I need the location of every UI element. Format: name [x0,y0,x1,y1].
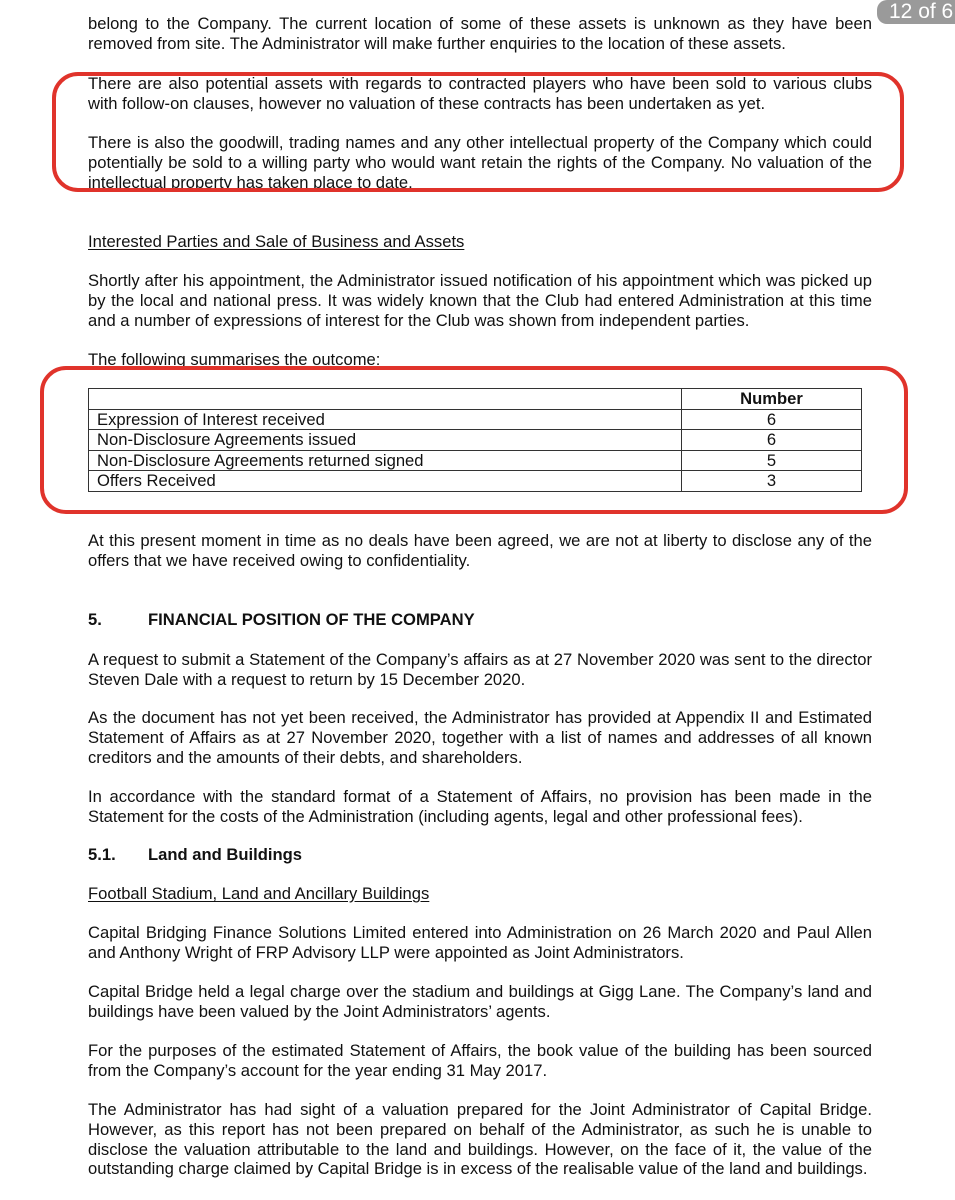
stadium-heading: Football Stadium, Land and Ancillary Buildings [88,884,430,903]
capital-bridging-paragraph: Capital Bridging Finance Solutions Limited entered into Administration on 26 March 2020 and Paul Allen and Anthony Wright of FRP Advisory LLP were appointed as Joint Administrators. [88,923,872,962]
page-indicator: 12 of 6 [877,0,955,24]
row-label: Non-Disclosure Agreements returned signed [89,450,682,471]
assets-location-paragraph: belong to the Company. The current location of some of these assets is unknown as they have been removed from site. The Administrator will make further enquiries to the location of these assets. [88,14,872,53]
highlight-annotation-assets [52,72,904,192]
legal-charge-paragraph: Capital Bridge held a legal charge over the stadium and buildings at Gigg Lane. The Company’s land and buildings have been valued by the Joint Administrators’ agents. [88,982,872,1021]
section-5-number: 5. [88,610,102,629]
section-5-title: FINANCIAL POSITION OF THE COMPANY [148,610,475,629]
book-value-paragraph: For the purposes of the estimated Statement of Affairs, the book value of the building has been sourced from the Company’s account for the year ending 31 May 2017. [88,1041,872,1080]
row-label: Offers Received [89,471,682,492]
section-5-1-heading [88,845,302,865]
row-number: 3 [682,471,862,492]
contracted-players-paragraph: There are also potential assets with regards to contracted players who have been sold to various clubs with follow-on clauses, however no valuation of these contracts has been undertaken as yet. [88,74,872,113]
section-5-heading [88,610,475,630]
request-statement-paragraph: A request to submit a Statement of the Company’s affairs as at 27 November 2020 was sent to the director Steven Dale with a request to return by 15 December 2020. [88,650,872,689]
table-header-number: Number [682,389,862,410]
row-number: 5 [682,450,862,471]
standard-format-paragraph: In accordance with the standard format of a Statement of Affairs, no provision has been made in the Statement for the costs of the Administration (including agents, legal and other professional fees). [88,787,872,826]
not-received-paragraph: As the document has not yet been received, the Administrator has provided at Appendix II and Estimated Statement of Affairs as at 27 November 2020, together with a list of names and addresses of all known creditors and the amounts of their debts, and shareholders. [88,708,872,767]
row-label: Expression of Interest received [89,409,682,430]
section-5-1-title: Land and Buildings [148,845,302,864]
section-5-1-number: 5.1. [88,845,116,864]
row-label: Non-Disclosure Agreements issued [89,430,682,451]
interested-parties-heading: Interested Parties and Sale of Business and Assets [88,232,465,251]
row-number: 6 [682,409,862,430]
summary-intro: The following summarises the outcome: [88,350,381,369]
appointment-paragraph: Shortly after his appointment, the Administrator issued notification of his appointment which was picked up by the local and national press. It was widely known that the Club had entered Administration at this time and a number of expressions of interest for the Club was shown from independent parties. [88,271,872,330]
valuation-sight-paragraph: The Administrator has had sight of a valuation prepared for the Joint Administrator of Capital Bridge. However, as this report has not been prepared on behalf of the Administrator, as such he is unable to disclose the valuation attributable to the land and buildings. However, on the face of it, the value of the outstanding charge claimed by Capital Bridge is in excess of the realisable value of the land and buildings. [88,1100,872,1179]
row-number: 6 [682,430,862,451]
goodwill-paragraph: There is also the goodwill, trading names and any other intellectual property of the Company which could potentially be sold to a willing party who would want retain the rights of the Company. No valuation of the intellectual property has taken place to date. [88,133,872,192]
highlight-annotation-table [40,366,908,514]
confidentiality-paragraph: At this present moment in time as no deals have been agreed, we are not at liberty to disclose any of the offers that we have received owing to confidentiality. [88,531,872,570]
